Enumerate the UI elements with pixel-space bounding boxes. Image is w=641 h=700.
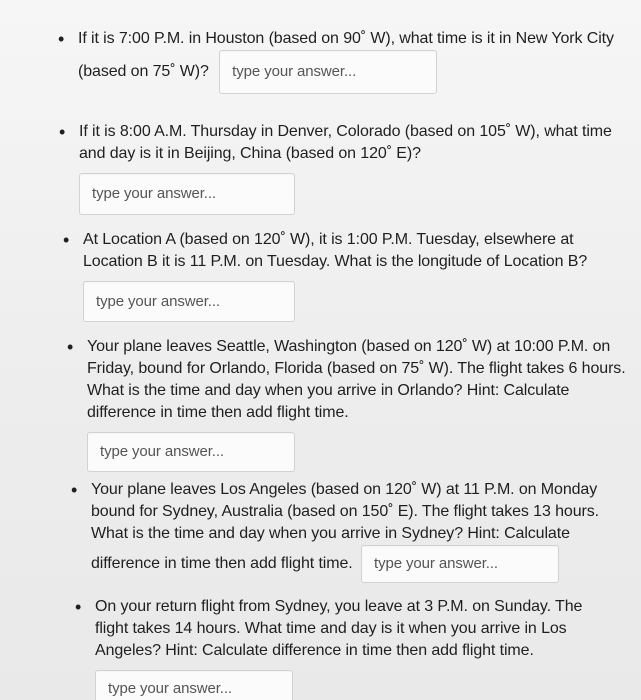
answer-input-2[interactable]: [79, 173, 295, 215]
question-1-text: If it is 7:00 P.M. in Houston (based on 90˚ W), what time is it in New York City (based on 75˚ W)?: [78, 30, 614, 81]
bullet-icon: •: [71, 480, 78, 500]
answer-input-6-placeholder: type your answer...: [108, 680, 232, 697]
answer-input-3-placeholder: type your answer...: [96, 292, 220, 310]
answer-input-5[interactable]: [361, 545, 559, 583]
question-3-text: At Location A (based on 120˚ W), it is 1:00 P.M. Tuesday, elsewhere at Location B it is 11 P.M. on Tuesday. What is the longitude of Location B?: [83, 231, 588, 270]
answer-input-3[interactable]: [83, 281, 295, 322]
question-6-text: On your return flight from Sydney, you leave at 3 P.M. on Sunday. The flight takes 14 hours. What time and day is it when you arrive in Los Angeles? Hint: Calculate difference in time then add flight time.: [95, 598, 583, 659]
answer-input-1[interactable]: [219, 50, 437, 94]
question-5-text: Your plane leaves Los Angeles (based on 120˚ W) at 11 P.M. on Monday bound for Sydney, Australia (based on 150˚ E). The flight takes 13 hours. What is the time and day when you arrive in Sydney? Hint: Calculate difference in time then add flight time.: [91, 481, 599, 573]
question-5: [71, 479, 621, 583]
bullet-icon: •: [63, 230, 70, 250]
answer-input-5-placeholder: type your answer...: [374, 555, 498, 572]
question-1: [58, 28, 638, 94]
question-6: [75, 596, 595, 700]
bullet-icon: •: [67, 337, 74, 357]
question-2-text: If it is 8:00 A.M. Thursday in Denver, Colorado (based on 105˚ W), what time and day is it in Beijing, China (based on 120˚ E)?: [79, 123, 612, 162]
bullet-icon: •: [59, 122, 66, 142]
answer-input-4[interactable]: [87, 432, 295, 472]
answer-input-1-placeholder: type your answer...: [232, 63, 357, 80]
question-3: [63, 229, 628, 322]
question-4-text: Your plane leaves Seattle, Washington (based on 120˚ W) at 10:00 P.M. on Friday, bound for Orlando, Florida (based on 75˚ W). The flight takes 6 hours. What is the time and day when you arrive in Orlando? Hint: Calculate difference in time then add flight time.: [87, 338, 626, 421]
question-2: [59, 121, 641, 215]
bullet-icon: •: [75, 597, 82, 617]
answer-input-2-placeholder: type your answer...: [92, 185, 216, 202]
question-4: [67, 336, 637, 472]
answer-input-6[interactable]: [95, 670, 293, 700]
answer-input-4-placeholder: type your answer...: [100, 443, 224, 460]
bullet-icon: •: [58, 29, 65, 49]
